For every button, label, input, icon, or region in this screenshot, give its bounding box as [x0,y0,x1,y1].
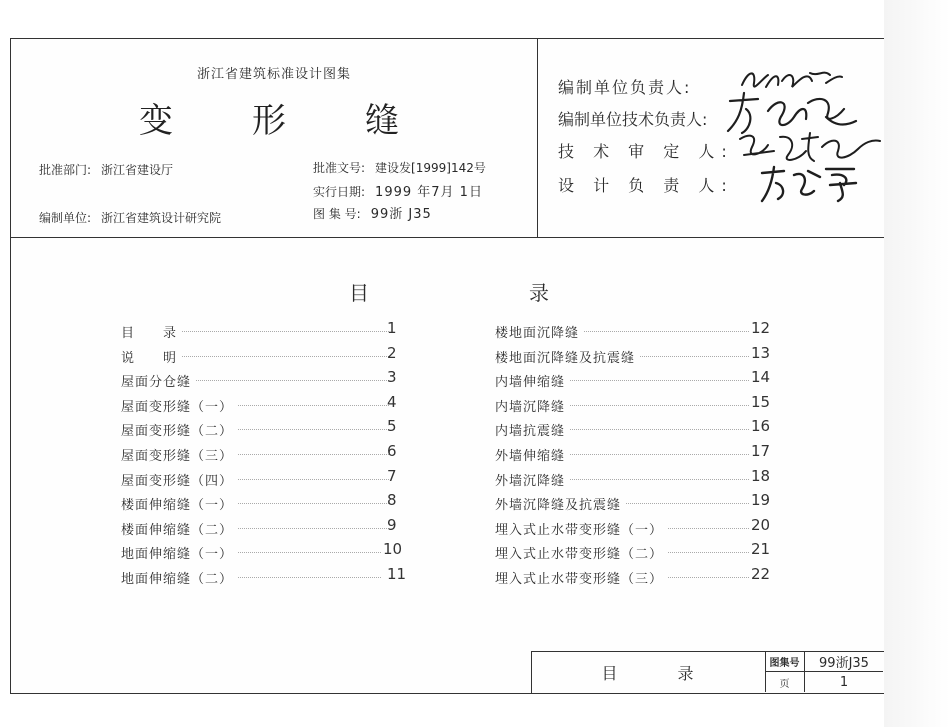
toc-entry[interactable] [121,343,411,372]
toc-entry[interactable] [121,441,411,470]
signature-row [558,107,707,137]
toc-entry[interactable] [495,441,795,470]
toc-entry-title: 屋面变形缝（二） [121,420,237,439]
compile-unit-label: 编制单位: [39,211,92,225]
toc-entry[interactable] [495,319,795,347]
toc-entry[interactable] [495,417,795,445]
header-info-panel [11,39,538,237]
toc-entry-page: 13 [751,343,771,362]
toc-entry-title: 楼面伸缩缝（一） [121,494,237,513]
toc-entry-title: 内墙伸缩缝 [495,371,569,390]
toc-entry-title: 外墙沉降缝及抗震缝 [495,494,625,513]
title-block-name-left: 目 [601,663,620,683]
atlas-number-value: 99浙 J35 [370,207,432,222]
toc-entry-title: 外墙伸缩缝 [495,445,569,464]
toc-heading-right: 录 [529,281,549,305]
atlas-number-label-cell: 图集号 [765,652,805,672]
header-block [11,39,884,238]
approval-dept-value: 浙江省建设厅 [101,163,174,177]
signature-panel [538,39,884,237]
toc-entry-title: 目 录 [121,322,181,341]
toc-entry-page: 16 [751,417,771,436]
series-title: 浙江省建筑标准设计图集 [196,67,351,82]
toc-entry[interactable] [121,392,411,421]
toc-entry-title: 内墙沉降缝 [495,396,569,415]
toc-entry[interactable] [495,392,795,421]
toc-heading-left: 目 [349,281,369,305]
toc-entry-title: 外墙沉降缝 [495,470,569,489]
signature-label: 编制单位技术负责人: [558,110,708,129]
approval-doc-value: 建设发[1999]142号 [375,161,486,175]
toc-entry-page: 1 [387,319,397,337]
toc-entry-page: 7 [387,466,397,485]
toc-entry[interactable] [121,319,411,347]
toc-entry-page: 20 [751,515,771,534]
toc-entry[interactable] [121,515,411,544]
page-value-cell: 1 [839,674,849,690]
toc-entry[interactable] [121,540,411,568]
toc-entry[interactable] [495,564,795,593]
main-title-char: 缝 [365,101,399,141]
effective-date [313,181,483,200]
toc-entry-title: 内墙抗震缝 [495,420,569,439]
signature-row [558,173,734,203]
approval-dept [39,161,173,178]
handwritten-signature [758,161,868,205]
toc-entry[interactable] [121,368,411,396]
toc-entry-title: 楼地面沉降缝 [495,322,583,341]
signature-row [558,139,734,169]
toc-entry-page: 17 [751,441,771,460]
toc-entry-title: 屋面变形缝（四） [121,470,237,489]
toc-entry-page: 9 [387,515,397,534]
toc-entry[interactable] [495,368,795,396]
effective-date-label: 实行日期: [313,185,366,199]
toc-left-column [121,319,411,593]
toc-entry-title: 说 明 [121,347,181,366]
signature-label: 技 术 审 定 人: [558,142,734,161]
toc-entry[interactable] [495,540,795,568]
toc-entry-page: 3 [387,368,397,387]
toc-entry-page: 18 [751,466,771,485]
toc-entry-page: 22 [751,564,771,583]
toc-entry[interactable] [495,491,795,519]
approval-dept-label: 批准部门: [39,163,92,177]
atlas-number-label: 图 集 号: [313,207,361,221]
toc-entry[interactable] [495,343,795,372]
signature-label: 编制单位负责人: [558,78,692,97]
toc-entry-page: 10 [383,540,403,559]
toc-entry-page: 4 [387,392,397,411]
approval-doc [313,159,486,176]
compile-unit-value: 浙江省建筑设计研究院 [101,211,222,225]
title-block [531,651,884,693]
toc-entry-title: 埋入式止水带变形缝（二） [495,543,667,562]
toc-entry[interactable] [121,491,411,519]
toc-entry-page: 5 [387,417,397,436]
signature-row [558,75,691,105]
drawing-sheet [10,38,886,694]
toc-entry-title: 屋面分仓缝 [121,371,195,390]
toc-entry-page: 15 [751,392,771,411]
toc-entry-page: 12 [751,319,771,337]
toc-entry-page: 19 [751,491,771,510]
toc-entry-page: 21 [751,540,771,559]
toc-entry-title: 埋入式止水带变形缝（三） [495,568,667,587]
toc-entry[interactable] [121,417,411,445]
page-edge-shadow [884,0,950,727]
page-label-cell: 页 [765,672,805,692]
toc-entry-title: 屋面变形缝（一） [121,396,237,415]
compile-unit [39,209,221,226]
toc-entry-page: 14 [751,368,771,387]
approval-doc-label: 批准文号: [313,161,366,175]
toc-entry[interactable] [495,515,795,544]
toc-entry[interactable] [121,466,411,495]
effective-date-value: 1999 年7月 1日 [375,185,483,200]
toc-entry-title: 屋面变形缝（三） [121,445,237,464]
main-title [139,93,399,142]
title-block-name-right: 录 [677,663,696,683]
toc-entry-title: 埋入式止水带变形缝（一） [495,519,667,538]
atlas-number-value-cell: 99浙J35 [805,652,883,672]
atlas-number [313,203,432,222]
title-block-name [532,652,766,692]
signature-label: 设 计 负 责 人: [558,176,734,195]
toc-right-column [495,319,795,593]
toc-entry-title: 地面伸缩缝（一） [121,543,237,562]
toc-entry[interactable] [495,466,795,495]
main-title-char: 形 [252,101,286,141]
toc-entry[interactable] [121,564,411,593]
toc-entry-title: 楼面伸缩缝（二） [121,519,237,538]
toc-entry-page: 8 [387,491,397,510]
toc-entry-page: 11 [387,564,407,583]
toc-entry-page: 6 [387,441,397,460]
toc-entry-title: 楼地面沉降缝及抗震缝 [495,347,639,366]
toc-entry-title: 地面伸缩缝（二） [121,568,237,587]
toc-entry-page: 2 [387,343,397,362]
main-title-char: 变 [139,101,173,141]
